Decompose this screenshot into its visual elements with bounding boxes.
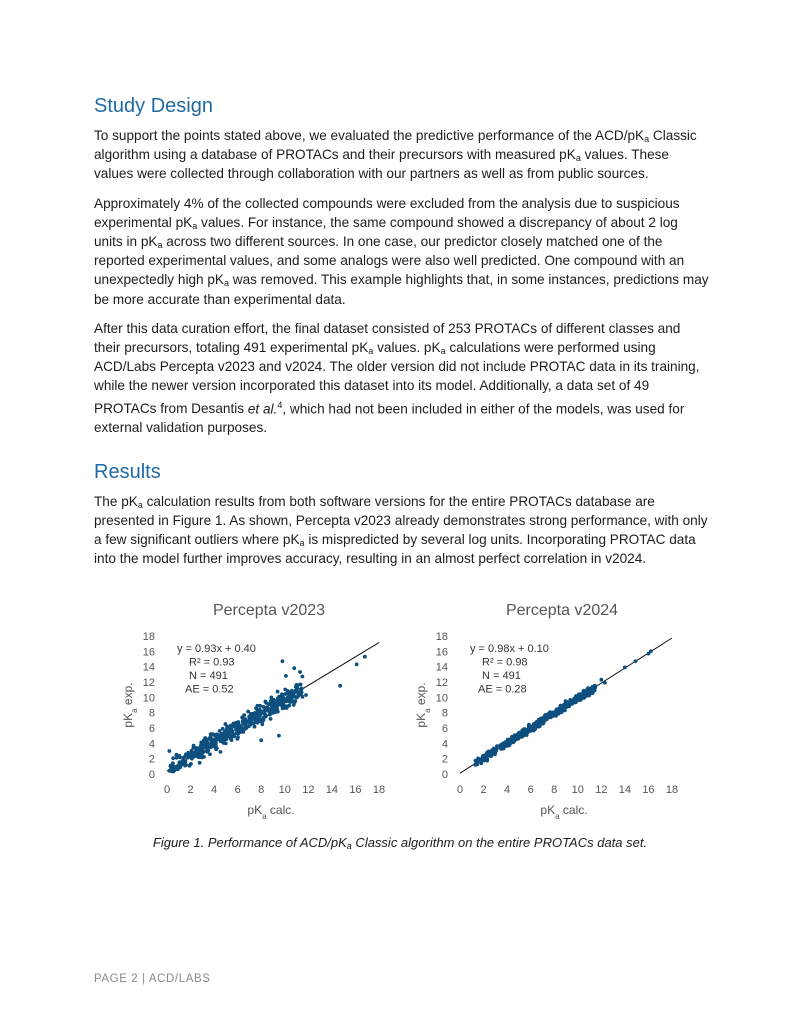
data-point — [297, 692, 301, 696]
data-point — [179, 763, 183, 767]
data-point — [264, 708, 268, 712]
data-point — [284, 674, 288, 678]
results-paragraph-1: The $pK_a$ calculation results from both software versions for the entire PROTACs database are presented in Figure 1. As shown, Percepta v2023 already demonstrates strong performance, with only a few significant outliers where $pK_a$ is mispredicted by several log units. Incorporating PROTAC data into the model further improves accuracy, resulting in an almost perfect correlation in v2024. — [94, 493, 708, 567]
data-point — [221, 727, 225, 731]
data-point — [167, 749, 171, 753]
data-point — [538, 724, 542, 728]
chart-percepta-v2023 — [112, 596, 405, 826]
data-point — [211, 738, 215, 742]
x-tick-label: 2 — [480, 784, 487, 796]
data-point — [175, 765, 179, 769]
data-point — [184, 759, 188, 763]
x-tick-label: 14 — [618, 784, 632, 796]
data-point — [198, 761, 202, 765]
chart-annotation: R² = 0.93 — [189, 656, 235, 669]
data-point — [298, 683, 302, 687]
data-point — [221, 737, 225, 741]
data-point — [495, 744, 499, 748]
x-axis-label: $pK_a$ calc. — [247, 803, 295, 821]
x-tick-label: 10 — [571, 784, 584, 796]
x-tick-label: 12 — [302, 784, 315, 796]
data-point — [513, 737, 517, 741]
data-point — [188, 764, 192, 768]
data-point — [277, 734, 281, 738]
x-tick-label: 6 — [527, 784, 534, 796]
data-point — [205, 749, 209, 753]
data-point — [171, 756, 175, 760]
data-point — [281, 696, 285, 700]
y-tick-label: 2 — [148, 753, 155, 766]
data-point — [253, 725, 257, 729]
data-point — [299, 689, 303, 693]
data-point — [263, 700, 267, 704]
y-tick-label: 8 — [441, 707, 448, 720]
data-point — [519, 731, 523, 735]
chart-title: Percepta v2024 — [505, 602, 619, 619]
data-point — [567, 701, 571, 705]
data-point — [531, 726, 535, 730]
data-point — [230, 728, 234, 732]
x-tick-label: 0 — [163, 784, 171, 796]
data-point — [214, 747, 218, 751]
x-tick-label: 14 — [325, 784, 339, 796]
data-point — [247, 715, 251, 719]
data-point — [504, 744, 508, 748]
x-tick-label: 0 — [456, 784, 464, 796]
data-point — [301, 675, 305, 679]
data-point — [289, 694, 293, 698]
data-point — [574, 695, 578, 699]
data-point — [533, 723, 537, 727]
data-point — [225, 737, 229, 741]
data-point — [203, 736, 207, 740]
chart-title: Percepta v2023 — [212, 602, 326, 619]
data-point — [252, 717, 256, 721]
data-point — [233, 724, 237, 728]
data-point — [188, 752, 192, 756]
data-point — [192, 744, 196, 748]
data-point — [506, 740, 510, 744]
data-point — [272, 708, 276, 712]
data-point — [261, 718, 265, 722]
chart-annotation: AE = 0.52 — [185, 683, 234, 696]
data-point — [247, 724, 251, 728]
data-point — [603, 681, 607, 685]
x-tick-label: 16 — [642, 784, 655, 796]
chart-annotation: y = 0.93x + 0.40 — [177, 643, 256, 655]
data-point — [224, 741, 228, 745]
data-point — [199, 753, 203, 757]
data-point — [586, 686, 590, 690]
data-point — [551, 714, 555, 718]
data-point — [292, 700, 296, 704]
data-point — [298, 670, 302, 674]
data-point — [281, 659, 285, 663]
data-point — [276, 702, 280, 706]
y-tick-label: 0 — [148, 769, 155, 781]
data-point — [285, 706, 289, 710]
figure-caption: Figure 1. Performance of ACD/$pK_a$ Classic algorithm on the entire PROTACs data set. — [152, 835, 648, 851]
data-point — [237, 723, 241, 727]
data-point — [363, 655, 367, 659]
data-point — [259, 738, 263, 742]
study-design-heading: Study Design — [94, 95, 213, 117]
chart-percepta-v2024 — [405, 596, 698, 826]
data-point — [526, 730, 530, 734]
y-tick-label: 2 — [441, 753, 448, 766]
y-tick-label: 8 — [148, 707, 155, 720]
data-point — [225, 725, 229, 729]
data-point — [649, 649, 653, 653]
chart-svg — [405, 596, 698, 826]
results-heading: Results — [94, 460, 161, 483]
data-point — [276, 690, 280, 694]
data-point — [634, 659, 638, 663]
y-tick-label: 14 — [142, 661, 155, 674]
data-point — [583, 690, 587, 694]
data-point — [285, 697, 289, 701]
data-point — [258, 704, 262, 708]
data-point — [210, 733, 214, 737]
data-point — [245, 721, 249, 725]
data-point — [574, 700, 578, 704]
data-point — [577, 696, 581, 700]
y-tick-label: 6 — [148, 723, 155, 735]
data-point — [488, 753, 492, 757]
x-tick-label: 16 — [349, 784, 362, 796]
data-point — [481, 754, 485, 758]
data-point — [292, 666, 296, 670]
data-point — [599, 678, 603, 682]
x-axis-label: $pK_a$ calc. — [540, 803, 588, 821]
x-tick-label: 6 — [234, 784, 241, 796]
page-footer: PAGE 2 | ACD/LABS — [94, 973, 211, 985]
data-point — [268, 711, 272, 715]
data-point — [271, 702, 275, 706]
data-point — [623, 666, 627, 670]
data-point — [197, 749, 201, 753]
data-point — [539, 717, 543, 721]
study-design-paragraph-3: After this data curation effort, the final dataset consisted of 253 PROTACs of different classes and their precursors, totaling 491 experimental $pK_a$ values. $pK_a$ calculations were performed using ACD/Labs Percepta v2023 and v2024. The older version did not include PROTAC data in its training, while the newer version incorporated this dataset into its model. Additionally, a data set of 49 PROTACs from Desantis et al.$^4$, which had not been included in either of the models, was used for external validation purposes. — [94, 320, 700, 436]
data-point — [527, 723, 531, 727]
data-point — [222, 732, 226, 736]
y-tick-label: 12 — [435, 677, 448, 689]
y-tick-label: 10 — [142, 692, 155, 705]
data-point — [171, 761, 175, 765]
study-design-paragraph-2: Approximately 4% of the collected compounds were excluded from the analysis due to suspicious experimental $pK_a$ values. For instance, the same compound showed a discrepancy of about 2 log units in $pK_a$ across two different sources. In one case, our predictor closely matched one of the reported experimental values, and some analogs were also well predicted. One compound with an unexpectedly high $pK_a$ was removed. This example highlights that, in some instances, predictions may be more accurate than experimental data. — [94, 195, 709, 307]
data-point — [218, 729, 222, 733]
chart-annotation: R² = 0.98 — [482, 656, 528, 669]
y-tick-label: 18 — [435, 631, 448, 643]
data-point — [562, 705, 566, 709]
chart-annotation: AE = 0.28 — [478, 683, 527, 696]
x-tick-label: 4 — [504, 784, 511, 796]
y-tick-label: 18 — [142, 631, 155, 643]
data-point — [485, 756, 489, 760]
reference-marker: 4 — [277, 399, 283, 410]
chart-annotation: N = 491 — [189, 670, 228, 682]
y-tick-label: 4 — [148, 738, 155, 751]
et-al-text: et al. — [247, 401, 278, 417]
x-tick-label: 8 — [258, 784, 265, 796]
data-point — [219, 750, 223, 754]
data-point — [269, 696, 273, 700]
data-point — [236, 735, 240, 739]
data-point — [208, 743, 212, 747]
y-tick-label: 16 — [435, 646, 448, 659]
chart-annotation: y = 0.98x + 0.10 — [470, 643, 549, 655]
data-point — [490, 748, 494, 752]
data-point — [304, 693, 308, 697]
data-point — [288, 691, 292, 695]
data-point — [477, 759, 481, 763]
figure-1 — [112, 596, 702, 826]
y-tick-label: 14 — [435, 661, 448, 674]
data-point — [194, 754, 198, 758]
data-point — [252, 721, 256, 725]
data-point — [527, 726, 531, 730]
document-body — [94, 93, 709, 578]
data-point — [294, 685, 298, 689]
x-tick-label: 4 — [211, 784, 218, 796]
data-point — [587, 694, 591, 698]
data-point — [230, 738, 234, 742]
y-axis-label: $pK_a$ exp. — [121, 682, 139, 728]
y-tick-label: 10 — [435, 692, 448, 705]
x-tick-label: 8 — [551, 784, 558, 796]
study-design-paragraph-1: To support the points stated above, we evaluated the predictive performance of the ACD/$pK_a$ Classic algorithm using a database of PROTACs and their precursors with measured $pK_a$ values. These values were collected through collaboration with our partners as well as from public sources. — [94, 128, 697, 182]
data-point — [481, 758, 485, 762]
y-axis-label: $pK_a$ exp. — [414, 682, 432, 728]
data-point — [592, 686, 596, 690]
y-tick-label: 0 — [441, 769, 448, 781]
x-tick-label: 2 — [187, 784, 194, 796]
data-point — [242, 713, 246, 717]
data-point — [355, 662, 359, 666]
data-point — [243, 727, 247, 731]
y-tick-label: 4 — [441, 738, 448, 751]
data-point — [276, 696, 280, 700]
data-point — [217, 735, 221, 739]
chart-annotation: N = 491 — [482, 670, 521, 682]
data-point — [269, 717, 273, 721]
data-point — [259, 710, 263, 714]
y-tick-label: 12 — [142, 677, 155, 689]
data-point — [252, 714, 256, 718]
y-tick-label: 16 — [142, 646, 155, 659]
data-point — [473, 763, 477, 767]
data-point — [556, 709, 560, 713]
data-point — [235, 731, 239, 735]
data-point — [170, 767, 174, 771]
data-point — [338, 684, 342, 688]
data-point — [203, 741, 207, 745]
data-point — [254, 706, 258, 710]
chart-svg — [112, 596, 405, 826]
data-point — [246, 710, 250, 714]
x-tick-label: 10 — [278, 784, 291, 796]
data-point — [182, 755, 186, 759]
x-tick-label: 12 — [595, 784, 608, 796]
x-tick-label: 18 — [372, 784, 386, 796]
data-point — [175, 753, 179, 757]
x-tick-label: 18 — [665, 784, 679, 796]
y-tick-label: 6 — [441, 723, 448, 735]
